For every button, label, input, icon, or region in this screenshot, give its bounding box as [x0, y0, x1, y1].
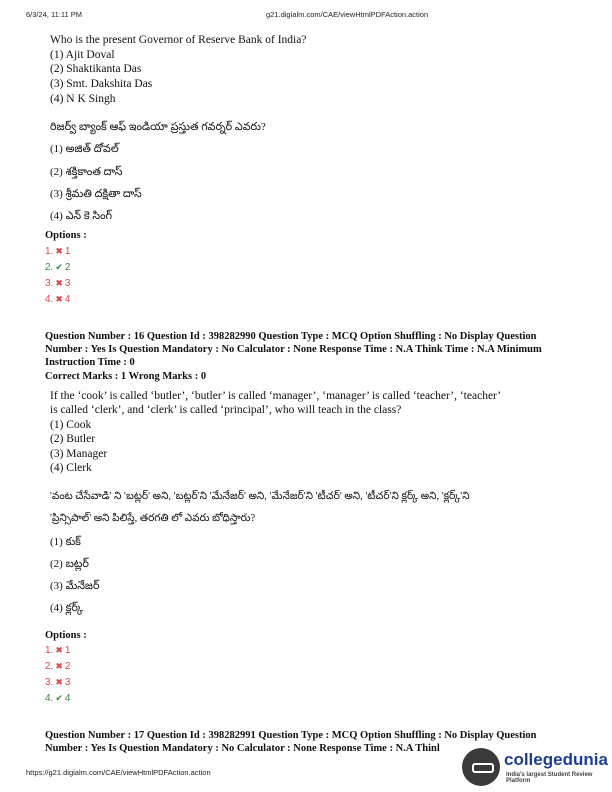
q17-meta-line1: Question Number : 17 Question Id : 398282991 Question Type : MCQ Option Shuffling : No Display Question	[45, 730, 537, 741]
q15-answer-1: 1. ✖ 1	[45, 246, 71, 257]
print-url: g21.digialm.com/CAE/viewHtmlPDFAction.action	[266, 10, 429, 19]
q16-question-te-line2: 'ప్రిన్సిపాల్' అని పిలిస్తే, తరగతి లో ఎవరు బోధిస్తారు?	[50, 513, 256, 524]
q15-question-te: రిజర్వ్ బ్యాంక్ ఆఫ్ ఇండియా ప్రస్తుత గవర్నర్ ఎవరు?	[50, 121, 266, 133]
cross-icon: ✖	[55, 246, 63, 256]
q15-option-en-1: (1) Ajit Doval	[50, 49, 115, 61]
q16-question-en-line2: is called ‘clerk’, and ‘clerk’ is called ‘principal’, who will teach in the class?	[50, 404, 402, 416]
q15-options-label: Options :	[45, 230, 87, 241]
q15-answer-2: 2. ✔ 2	[45, 262, 71, 273]
q16-marks: Correct Marks : 1 Wrong Marks : 0	[45, 371, 207, 382]
cross-icon: ✖	[55, 677, 63, 687]
q15-answer-3: 3. ✖ 3	[45, 278, 71, 289]
q15-option-te-4: (4) ఎన్ కె సింగ్	[50, 210, 113, 222]
q16-option-en-1: (1) Cook	[50, 419, 92, 431]
check-icon: ✔	[55, 693, 63, 703]
mascot-icon	[462, 748, 500, 786]
logo-tagline: India's largest Student Review Platform	[506, 772, 593, 784]
q16-option-te-2: (2) బట్లర్	[50, 558, 89, 570]
q16-question-te-line1: 'వంట చేసేవాడి' ని 'బట్లర్' అని, 'బట్లర్'ని 'మేనేజర్' అని, 'మేనేజర్'ని 'టీచర్' అని, 'టీచర్'ని క్లర్క్ అని, 'క్లర్క్'ని	[50, 491, 470, 502]
q15-answer-4: 4. ✖ 4	[45, 294, 71, 305]
q16-meta: Question Number : 16 Question Id : 398282990 Question Type : MCQ Option Shuffling : No Display Question Number : Yes Is Question Mandatory : No Calculator : None Response Time : N.A Think Time : N.A Minimum Instruction Time : 0	[45, 331, 542, 368]
q16-option-te-1: (1) కుక్	[50, 536, 81, 548]
cross-icon: ✖	[55, 294, 63, 304]
q16-answer-1: 1. ✖ 1	[45, 645, 71, 656]
q15-option-te-1: (1) అజిత్ దోవల్	[50, 143, 119, 155]
print-date: 6/3/24, 11:11 PM	[26, 10, 83, 19]
page-footer-url: https://g21.digialm.com/CAE/viewHtmlPDFAction.action	[26, 768, 211, 777]
q15-question-en: Who is the present Governor of Reserve Bank of India?	[50, 34, 307, 46]
q16-option-te-3: (3) మేనేజర్	[50, 580, 100, 592]
q16-answer-4: 4. ✔ 4	[45, 693, 71, 704]
q17-meta-line2: Number : Yes Is Question Mandatory : No Calculator : None Response Time : N.A Thinl	[45, 743, 440, 754]
cross-icon: ✖	[55, 645, 63, 655]
cross-icon: ✖	[55, 661, 63, 671]
cross-icon: ✖	[55, 278, 63, 288]
q16-option-en-2: (2) Butler	[50, 433, 96, 445]
q16-question-en-line1: If the ‘cook’ is called ‘butler’, ‘butler’ is called ‘manager’, ‘manager’ is called ‘teacher’, ‘teacher’	[50, 390, 502, 402]
q16-answer-2: 2. ✖ 2	[45, 661, 71, 672]
q15-option-en-4: (4) N K Singh	[50, 93, 116, 105]
collegedunia-logo	[462, 744, 612, 792]
q15-option-en-2: (2) Shaktikanta Das	[50, 63, 142, 75]
q16-option-en-4: (4) Clerk	[50, 462, 92, 474]
q16-answer-3: 3. ✖ 3	[45, 677, 71, 688]
q15-option-te-3: (3) శ్రీమతి దక్షితా దాస్	[50, 188, 142, 200]
q15-option-en-3: (3) Smt. Dakshita Das	[50, 78, 153, 90]
q15-option-te-2: (2) శక్తికాంత దాస్	[50, 166, 123, 178]
q16-option-te-4: (4) క్లర్క్	[50, 602, 84, 614]
check-icon: ✔	[55, 262, 63, 272]
logo-brand: collegedunia	[504, 750, 608, 769]
q16-option-en-3: (3) Manager	[50, 448, 108, 460]
q16-options-label: Options :	[45, 630, 87, 641]
